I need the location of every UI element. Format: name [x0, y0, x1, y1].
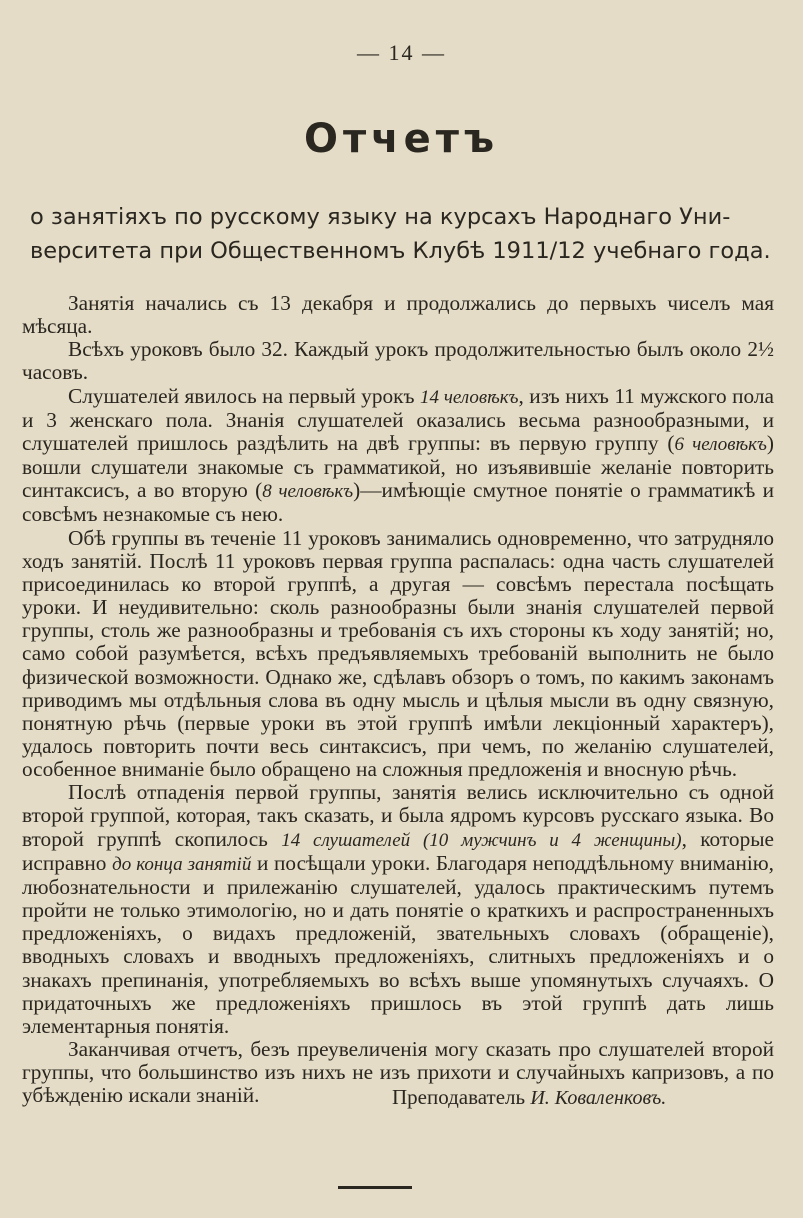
page-number: — 14 — — [357, 40, 446, 65]
text-run: )—имѣющіе смутное понятіе о грамматикѣ и совсѣмъ незнакомые съ нею. — [22, 478, 775, 527]
report-body — [22, 292, 774, 1107]
signature — [392, 1085, 666, 1110]
italic-run: 14 человѣкъ — [419, 386, 519, 408]
signature-label: Преподаватель — [392, 1085, 531, 1109]
paragraph-second-group — [22, 781, 774, 1038]
text-run: Послѣ отпаденія первой группы, занятія велись исключительно съ одной второй группой, которая, такъ сказать, и была ядромъ курсовъ русскаго языка. Во второй группѣ скопилось — [22, 780, 774, 851]
italic-run: до конца занятій — [112, 853, 252, 875]
text-run: , изъ нихъ 11 мужского пола и 3 женскаго пола. Знанія слушателей оказались весьма разнообразными, и слушателей пришлось раздѣлить на двѣ группы: въ первую группу ( — [22, 383, 774, 455]
closing-rule — [338, 1186, 412, 1189]
italic-run: 6 человѣкъ — [674, 433, 767, 455]
italic-run: 8 человѣкъ — [262, 481, 354, 503]
subtitle-line-1: о занятіяхъ по русскому языку на курсахъ Народнаго Уни- — [30, 204, 731, 230]
page-title: Отчетъ — [303, 116, 500, 162]
subtitle — [30, 200, 780, 268]
text-run: и посѣщали уроки. Благодаря неподдѣльному вниманію, любознательности и прилежанію слушателей, удалось практическимъ путемъ пройти не только этимологію, но и дать понятіе о краткихъ и распространенныхъ предложеніяхъ, о видахъ предложеній, звательныхъ словахъ (обращеніе), вводныхъ словахъ и вводныхъ предложеніяхъ, слитныхъ предложеніяхъ и о знакахъ препинанія, употребляемыхъ во всѣхъ выше упомянутыхъ случаяхъ. О придаточныхъ же предложеніяхъ пришлось въ этой группѣ дать лишь элементарныя понятія. — [22, 850, 774, 1038]
paragraph-dates: Занятія начались съ 13 декабря и продолжались до первыхъ чиселъ мая мѣсяца. — [22, 291, 774, 339]
subtitle-line-2: верситета при Общественномъ Клубѣ 1911/12 учебнаго года. — [30, 238, 771, 264]
italic-run: 14 слушателей (10 мужчинъ и 4 женщины) — [281, 829, 682, 851]
signature-name: И. Коваленковъ. — [530, 1087, 667, 1109]
paragraph-conclusion: Заканчивая отчетъ, безъ преувеличенія могу сказать про слушателей второй группы, что большинство изъ нихъ не изъ прихоти и случайныхъ капризовъ, а по убѣжденію искали знаній. — [22, 1037, 774, 1108]
paragraph-groups: Обѣ группы въ теченіе 11 уроковъ занимались одновременно, что затрудняло ходъ занятій. Послѣ 11 уроковъ первая группа распалась: одна часть слушателей присоединилась ко второй группѣ, а другая — совсѣмъ перестала посѣщать уроки. И неудивительно: сколь разнообразны были знанія слушателей первой группы, столь же разнообразны и требованія съ ихъ стороны къ ходу занятій; но, само собой разумѣется, всѣхъ предъявляемыхъ требованій выполнить не было физической возможности. Однако же, сдѣлавъ обзоръ о томъ, по какимъ законамъ приводимъ мы отдѣльныя слова въ одну мысль и цѣлыя мысли въ одну связную, понятную рѣчь (первые уроки въ этой группѣ имѣли лекціонный характеръ), удалось повторить почти весь синтаксисъ, при чемъ, по желанію слушателей, особенное вниманіе было обращено на сложныя предложенія и вносную рѣчь. — [22, 525, 774, 782]
paragraph-students — [22, 385, 774, 527]
text-run: , которые исправно — [22, 826, 774, 875]
text-run: ) вошли слушатели знакомые съ грамматикой, но изъявившіе желаніе повторить синтаксисъ, а во вторую ( — [22, 430, 774, 503]
text-run: Слушателей явилось на первый урокъ — [68, 383, 420, 408]
paragraph-lessons: Всѣхъ уроковъ было 32. Каждый урокъ продолжительностью былъ около 2½ часовъ. — [22, 337, 774, 385]
